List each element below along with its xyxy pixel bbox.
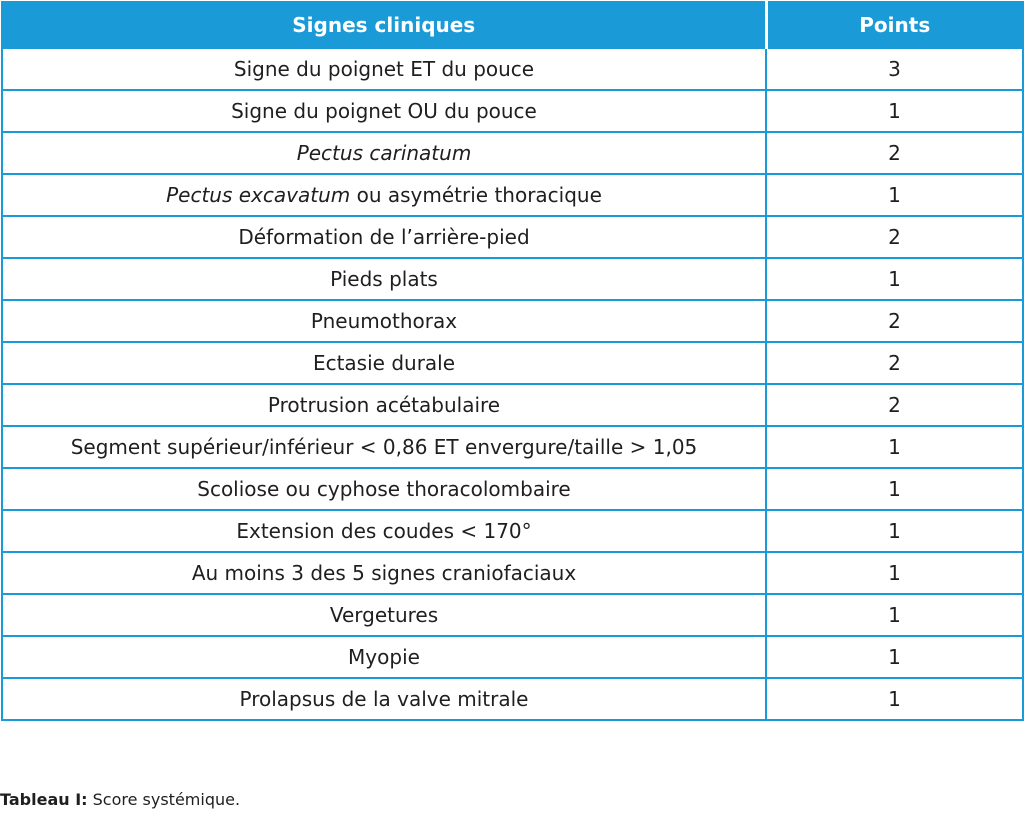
cell-sign: [2, 510, 766, 552]
table-row: [2, 594, 1023, 636]
table-body: [2, 48, 1023, 720]
table-row: [2, 90, 1023, 132]
header-row: [2, 2, 1023, 48]
cell-sign: [2, 174, 766, 216]
cell-points: 1: [766, 678, 1023, 720]
table-row: [2, 384, 1023, 426]
cell-sign: [2, 258, 766, 300]
score-table-container: [1, 1, 1022, 721]
caption-text: Score systémique.: [87, 790, 241, 809]
score-table: [1, 1, 1024, 721]
cell-sign: [2, 468, 766, 510]
table-row: [2, 426, 1023, 468]
table-row: [2, 48, 1023, 90]
sign-text: Myopie: [348, 645, 420, 669]
cell-points: 1: [766, 552, 1023, 594]
caption-label: Tableau I:: [0, 790, 88, 809]
header-signes-cliniques: Signes cliniques: [2, 2, 766, 48]
sign-text: Pneumothorax: [310, 309, 458, 333]
sign-text: Vergetures: [329, 603, 439, 627]
table-caption: [0, 790, 240, 809]
sign-text: Segment supérieur/inférieur < 0,86 ET envergure/taille > 1,05: [70, 435, 698, 459]
sign-text: ou asymétrie thoracique: [350, 183, 602, 207]
cell-points: 2: [766, 216, 1023, 258]
table-row: [2, 552, 1023, 594]
cell-points: 2: [766, 342, 1023, 384]
cell-sign: [2, 300, 766, 342]
cell-sign: [2, 384, 766, 426]
cell-sign: [2, 90, 766, 132]
table-row: [2, 342, 1023, 384]
sign-text: Au moins 3 des 5 signes craniofaciaux: [191, 561, 577, 585]
cell-sign: [2, 426, 766, 468]
table-row: [2, 258, 1023, 300]
cell-points: 1: [766, 636, 1023, 678]
table-row: [2, 510, 1023, 552]
cell-sign: [2, 132, 766, 174]
table-row: [2, 132, 1023, 174]
cell-points: 3: [766, 48, 1023, 90]
sign-text: Extension des coudes < 170°: [236, 519, 532, 543]
sign-text: Pieds plats: [330, 267, 438, 291]
cell-sign: [2, 678, 766, 720]
cell-points: 2: [766, 384, 1023, 426]
sign-text: Déformation de l’arrière-pied: [238, 225, 530, 249]
cell-sign: [2, 342, 766, 384]
sign-text: Signe du poignet ET du pouce: [233, 57, 535, 81]
header-points: Points: [766, 2, 1023, 48]
sign-italic-text: Pectus carinatum: [296, 141, 472, 165]
table-row: [2, 174, 1023, 216]
cell-sign: [2, 48, 766, 90]
cell-points: 2: [766, 300, 1023, 342]
sign-italic-text: Pectus excavatum: [166, 183, 351, 207]
table-row: [2, 678, 1023, 720]
cell-sign: [2, 216, 766, 258]
cell-points: 1: [766, 90, 1023, 132]
sign-text: Ectasie durale: [312, 351, 456, 375]
table-row: [2, 468, 1023, 510]
cell-points: 1: [766, 510, 1023, 552]
sign-text: Protrusion acétabulaire: [267, 393, 501, 417]
cell-points: 1: [766, 174, 1023, 216]
cell-sign: [2, 636, 766, 678]
table-row: [2, 636, 1023, 678]
sign-text: Prolapsus de la valve mitrale: [239, 687, 529, 711]
cell-points: 1: [766, 258, 1023, 300]
sign-text: Scoliose ou cyphose thoracolombaire: [197, 477, 571, 501]
cell-points: 1: [766, 468, 1023, 510]
cell-sign: [2, 594, 766, 636]
cell-points: 2: [766, 132, 1023, 174]
cell-points: 1: [766, 426, 1023, 468]
table-row: [2, 216, 1023, 258]
cell-points: 1: [766, 594, 1023, 636]
table-header: [2, 2, 1023, 48]
table-row: [2, 300, 1023, 342]
sign-text: Signe du poignet OU du pouce: [231, 99, 537, 123]
cell-sign: [2, 552, 766, 594]
